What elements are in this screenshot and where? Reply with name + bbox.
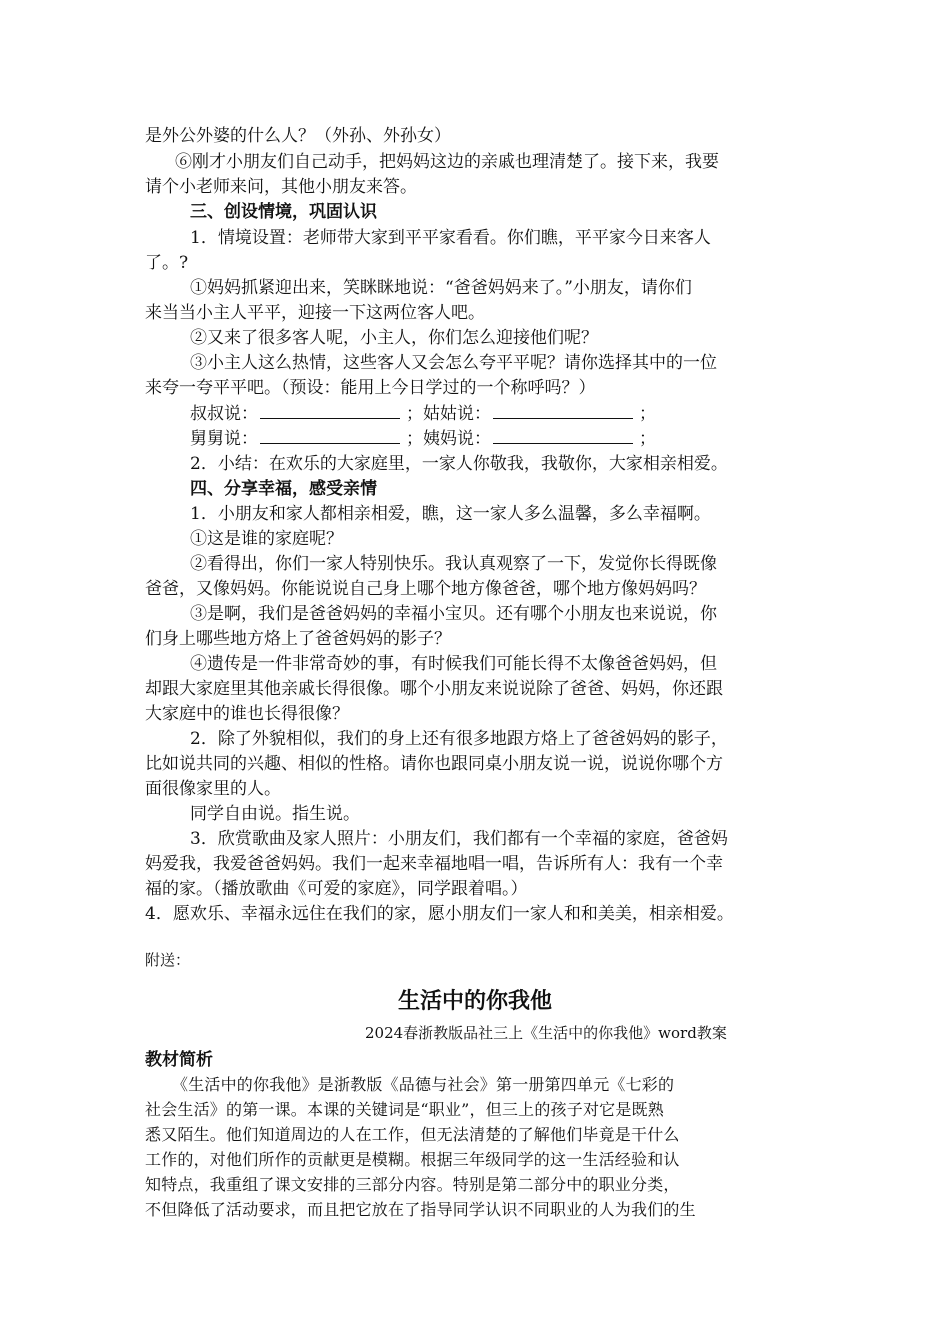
text-line: 1．情境设置：老师带大家到平平家看看。你们瞧，平平家今日来客人 bbox=[190, 228, 711, 248]
text-line: ③是啊，我们是爸爸妈妈的幸福小宝贝。还有哪个小朋友也来说说，你 bbox=[190, 604, 717, 624]
text-line: ⑥刚才小朋友们自己动手，把妈妈这边的亲戚也理清楚了。接下来，我要 bbox=[175, 152, 719, 172]
text-line: 了。? bbox=[145, 253, 189, 273]
text-line: 3．欣赏歌曲及家人照片：小朋友们，我们都有一个幸福的家庭，爸爸妈 bbox=[190, 829, 728, 849]
blank-line bbox=[260, 402, 400, 419]
text-line: 2．小结：在欢乐的大家庭里，一家人你敬我，我敬你，大家相亲相爱。 bbox=[190, 454, 728, 474]
text-line: 却跟大家庭里其他亲戚长得很像。哪个小朋友来说说除了爸爸、妈妈，你还跟 bbox=[145, 679, 723, 699]
text-line: 是外公外婆的什么人？（外孙、外孙女） bbox=[145, 126, 451, 146]
text-line: ③小主人这么热情，这些客人又会怎么夸平平呢？请你选择其中的一位 bbox=[190, 353, 717, 373]
fill-label: 叔叔说： bbox=[190, 404, 258, 424]
blank-line bbox=[260, 427, 400, 444]
text-line: 1．小朋友和家人都相亲相爱，瞧，这一家人多么温馨，多么幸福啊。 bbox=[190, 504, 711, 524]
text-line: ④遗传是一件非常奇妙的事，有时候我们可能长得不太像爸爸妈妈，但 bbox=[190, 654, 717, 674]
text-line: ①这是谁的家庭呢？ bbox=[190, 529, 343, 549]
section-heading: 四、分享幸福，感受亲情 bbox=[190, 479, 377, 499]
text-line: 来当当小主人平平，迎接一下这两位客人吧。 bbox=[145, 303, 485, 323]
fill-label: ；姑姑说： bbox=[406, 404, 491, 424]
text-line: 大家庭中的谁也长得很像？ bbox=[145, 704, 349, 724]
text-line: 爸爸，又像妈妈。你能说说自己身上哪个地方像爸爸，哪个地方像妈妈吗？ bbox=[145, 579, 706, 599]
text-line: 2．除了外貌相似，我们的身上还有很多地跟方烙上了爸爸妈妈的影子， bbox=[190, 729, 728, 749]
text-line: 比如说共同的兴趣、相似的性格。请你也跟同桌小朋友说一说，说说你哪个方 bbox=[145, 754, 723, 774]
text-line: 悉又陌生。他们知道周边的人在工作，但无法清楚的了解他们毕竟是干什么 bbox=[145, 1125, 680, 1144]
fill-label: ； bbox=[639, 404, 656, 424]
text-line: ②又来了很多客人呢，小主人，你们怎么迎接他们呢？ bbox=[190, 328, 598, 348]
text-line: ①妈妈抓紧迎出来，笑眯眯地说：“爸爸妈妈来了。”小朋友，请你们 bbox=[190, 278, 692, 298]
text-line: 不但降低了活动要求，而且把它放在了指导同学认识不同职业的人为我们的生 bbox=[145, 1200, 696, 1219]
blank-line bbox=[493, 402, 633, 419]
blank-line bbox=[493, 427, 633, 444]
doc-title: 生活中的你我他 bbox=[397, 988, 552, 1014]
text-line: 请个小老师来问，其他小朋友来答。 bbox=[145, 177, 417, 197]
text-line: 知特点，我重组了课文安排的三部分内容。特别是第二部分中的职业分类， bbox=[145, 1175, 680, 1194]
fill-label: ；姨妈说： bbox=[406, 429, 491, 449]
text-line: ②看得出，你们一家人特别快乐。我认真观察了一下，发觉你长得既像 bbox=[190, 554, 717, 574]
text-line: 工作的，对他们所作的贡献更是模糊。根据三年级同学的这一生活经验和认 bbox=[145, 1150, 680, 1169]
text-line: 4．愿欢乐、幸福永远住在我们的家，愿小朋友们一家人和和美美，相亲相爱。 bbox=[145, 904, 734, 924]
text-line: 妈爱我，我爱爸爸妈妈。我们一起来幸福地唱一唱，告诉所有人：我有一个幸 bbox=[145, 854, 723, 874]
text-line: 社会生活》的第一课。本课的关键词是“职业”，但三上的孩子对它是既熟 bbox=[145, 1100, 664, 1119]
text-line: 《生活中的你我他》是浙教版《品德与社会》第一册第四单元《七彩的 bbox=[172, 1075, 675, 1094]
fill-label: 舅舅说： bbox=[190, 429, 258, 449]
doc-subtitle: 2024春浙教版品社三上《生活中的你我他》word教案 bbox=[365, 1024, 727, 1042]
appendix-label: 附送： bbox=[145, 951, 191, 969]
text-line: 来夸一夸平平吧。（预设：能用上今日学过的一个称呼吗？） bbox=[145, 378, 596, 398]
fill-label: ； bbox=[639, 429, 656, 449]
text-line: 福的家。（播放歌曲《可爱的家庭》，同学跟着唱。） bbox=[145, 879, 528, 899]
section-heading: 三、创设情境，巩固认识 bbox=[190, 202, 377, 222]
fill-blank-row bbox=[190, 427, 815, 451]
text-line: 同学自由说。指生说。 bbox=[190, 804, 360, 824]
text-line: 们身上哪些地方烙上了爸爸妈妈的影子？ bbox=[145, 629, 451, 649]
text-line: 面很像家里的人。 bbox=[145, 779, 281, 799]
fill-blank-row bbox=[190, 402, 815, 426]
section-heading: 教材简析 bbox=[145, 1050, 213, 1070]
